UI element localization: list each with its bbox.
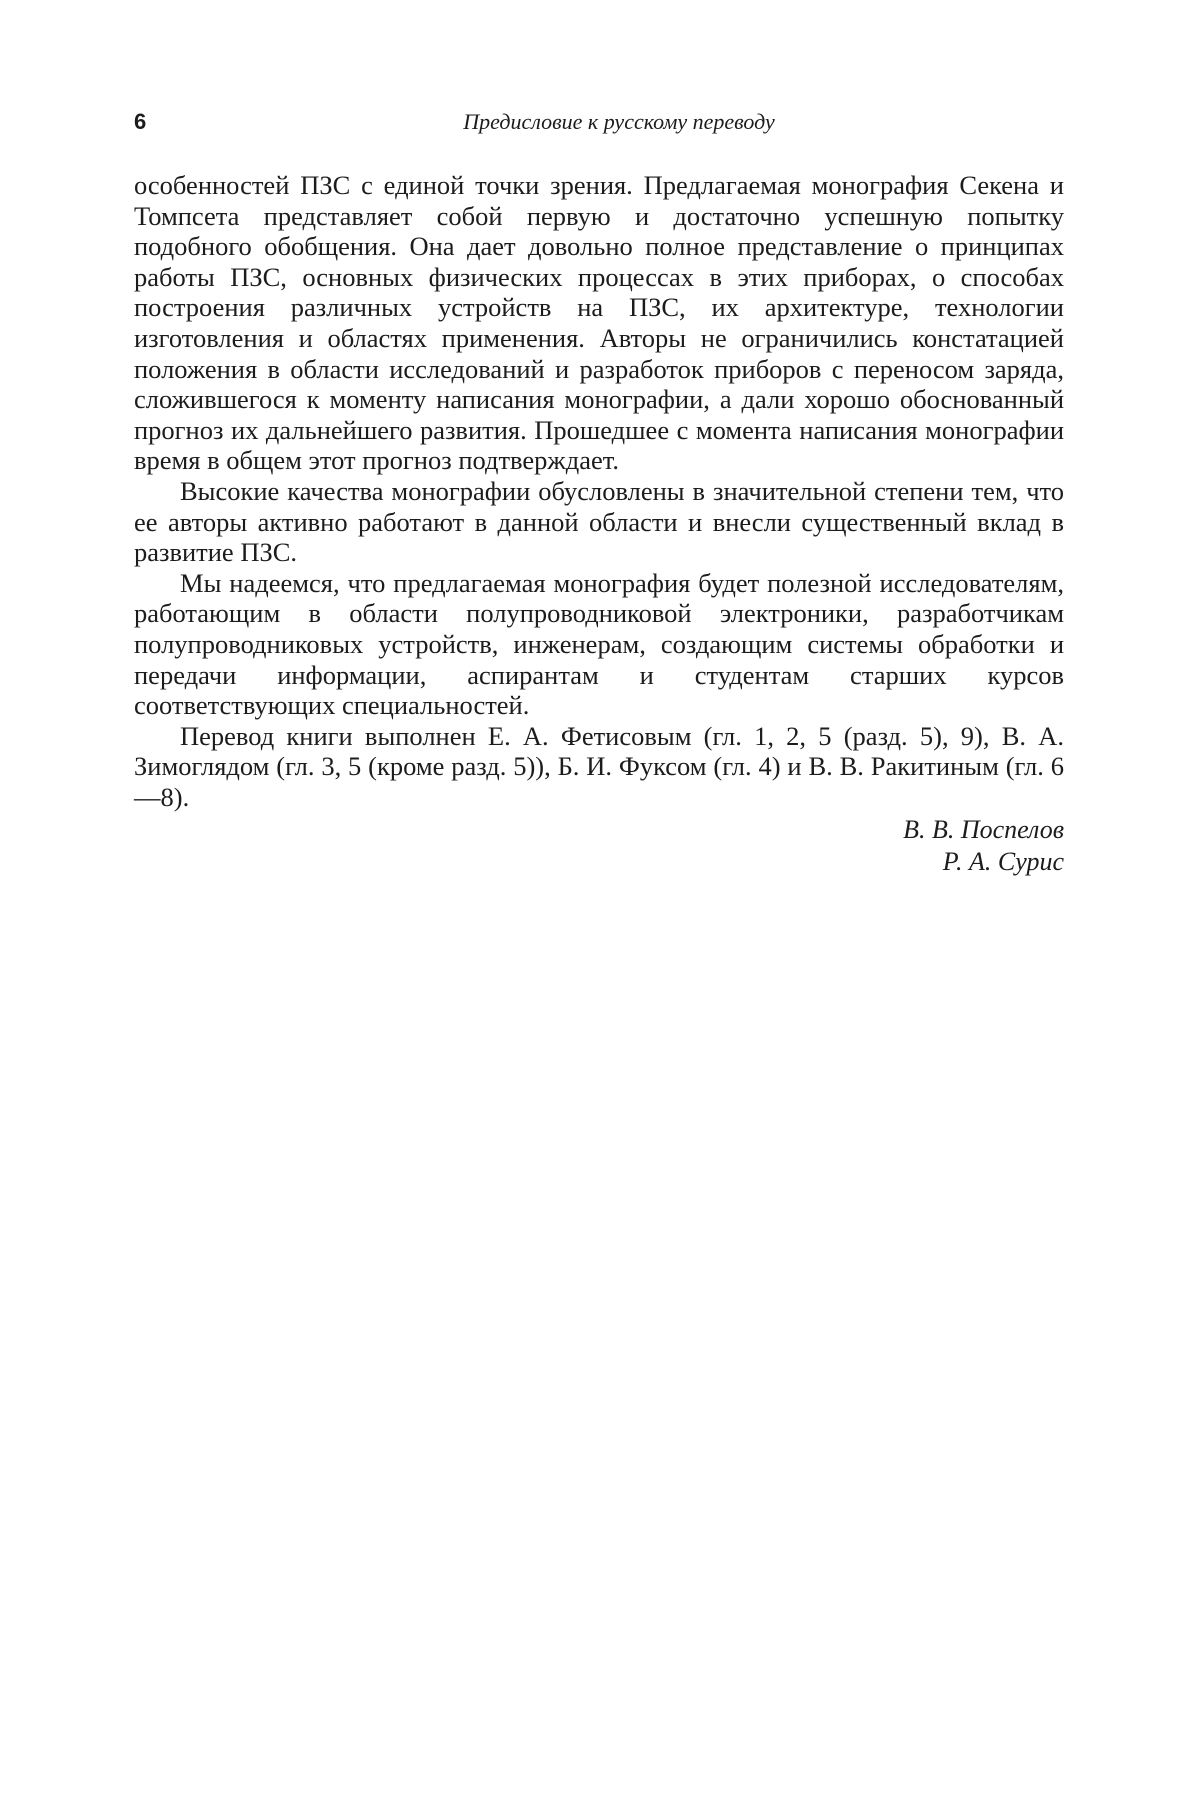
- signature-author: В. В. Поспелов: [134, 814, 1064, 846]
- page-number: 6: [134, 108, 146, 136]
- book-page: [0, 0, 1200, 1800]
- running-title: Предисловие к русскому переводу: [134, 108, 1064, 136]
- paragraph-continuation: особенностей ПЗС с единой точки зрения. Предлагаемая монография Секена и Томпсета представляет собой первую и достаточно успешную попытку подобного обобщения. Она дает довольно полное представление о принципах работы ПЗС, основных физических процессах в этих приборах, о способах построения различных устройств на ПЗС, их архитектуре, технологии изготовления и областях применения. Авторы не ограничились констатацией положения в области исследований и разработок приборов с переносом заряда, сложившегося к моменту написания монографии, а дали хорошо обоснованный прогноз их дальнейшего развития. Прошедшее с момента написания монографии время в общем этот прогноз подтверждает.: [134, 170, 1064, 476]
- running-head: [134, 108, 1064, 140]
- paragraph-quality: Высокие качества монографии обусловлены в значительной степени тем, что ее авторы активно работают в данной области и внесли существенный вклад в развитие ПЗС.: [134, 476, 1064, 568]
- signature-block: [134, 814, 1064, 878]
- signature-author: Р. А. Сурис: [134, 846, 1064, 878]
- preface-body: [134, 170, 1064, 878]
- paragraph-audience: Мы надеемся, что предлагаемая монография будет полезной исследователям, работающим в области полупроводниковой электроники, разработчикам полупроводниковых устройств, инженерам, создающим системы обработки и передачи информации, аспирантам и студентам старших курсов соответствующих специальностей.: [134, 568, 1064, 721]
- paragraph-translators: Перевод книги выполнен Е. А. Фетисовым (гл. 1, 2, 5 (разд. 5), 9), В. А. Зимоглядом (гл. 3, 5 (кроме разд. 5)), Б. И. Фуксом (гл. 4) и В. В. Ракитиным (гл. 6—8).: [134, 721, 1064, 813]
